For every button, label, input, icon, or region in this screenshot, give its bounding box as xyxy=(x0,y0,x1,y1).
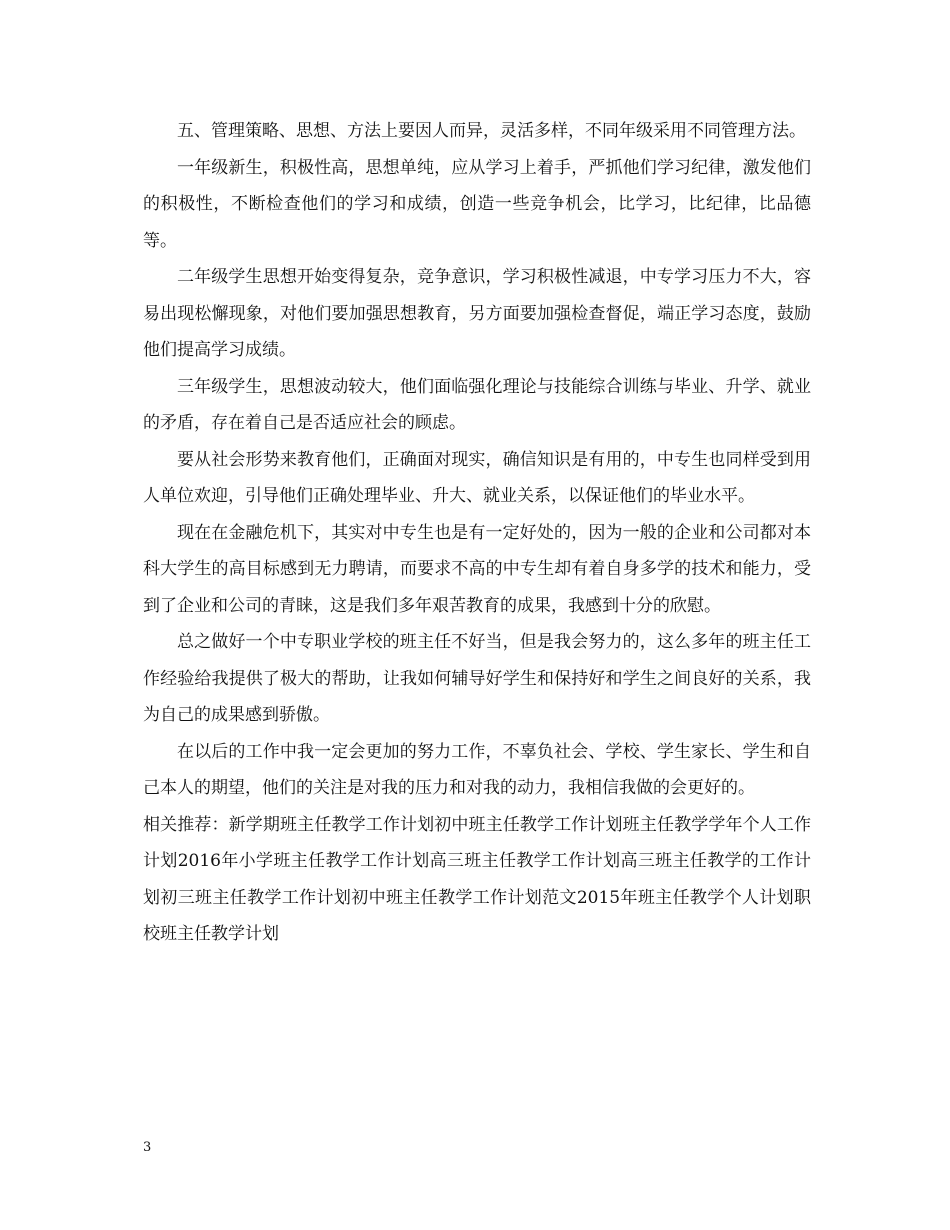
paragraph-third-year: 三年级学生，思想波动较大，他们面临强化理论与技能综合训练与毕业、升学、就业的矛盾，存在着自己是否适应社会的顾虑。 xyxy=(143,376,811,433)
paragraph-social-education: 要从社会形势来教育他们，正确面对现实，确信知识是有用的，中专生也同样受到用人单位欢迎，引导他们正确处理毕业、升大、就业关系，以保证他们的毕业水平。 xyxy=(143,449,811,506)
paragraph-management-strategy: 五、管理策略、思想、方法上要因人而异，灵活多样，不同年级采用不同管理方法。 xyxy=(177,121,806,141)
paragraph-first-year: 一年级新生，积极性高，思想单纯，应从学习上着手，严抓他们学习纪律，激发他们的积极性，不断检查他们的学习和成绩，创造一些竞争机会，比学习，比纪律，比品德等。 xyxy=(143,157,811,251)
paragraph-financial-crisis: 现在在金融危机下，其实对中专生也是有一定好处的，因为一般的企业和公司都对本科大学生的高目标感到无力聘请，而要求不高的中专生却有着自身多学的技术和能力，受到了企业和公司的青睐，这是我们多年艰苦教育的成果，我感到十分的欣慰。 xyxy=(143,522,811,616)
related-recommendations: 相关推荐：新学期班主任教学工作计划初中班主任教学工作计划班主任教学学年个人工作计划2016年小学班主任教学工作计划高三班主任教学工作计划高三班主任教学的工作计划初三班主任教学工作计划初中班主任教学工作计划范文2015年班主任教学个人计划职校班主任教学计划 xyxy=(143,814,811,944)
paragraph-summary: 总之做好一个中专职业学校的班主任不好当，但是我会努力的，这么多年的班主任工作经验给我提供了极大的帮助，让我如何辅导好学生和保持好和学生之间良好的关系，我为自己的成果感到骄傲。 xyxy=(143,632,811,725)
paragraph-second-year: 二年级学生思想开始变得复杂，竞争意识，学习积极性减退，中专学习压力不大，容易出现松懈现象，对他们要加强思想教育，另方面要加强检查督促，端正学习态度，鼓励他们提高学习成绩。 xyxy=(143,267,811,360)
paragraph-future-work: 在以后的工作中我一定会更加的努力工作，不辜负社会、学校、学生家长、学生和自己本人的期望，他们的关注是对我的压力和对我的动力，我相信我做的会更好的。 xyxy=(143,741,811,798)
page-number: 3 xyxy=(143,1140,152,1155)
document-body xyxy=(143,113,811,953)
